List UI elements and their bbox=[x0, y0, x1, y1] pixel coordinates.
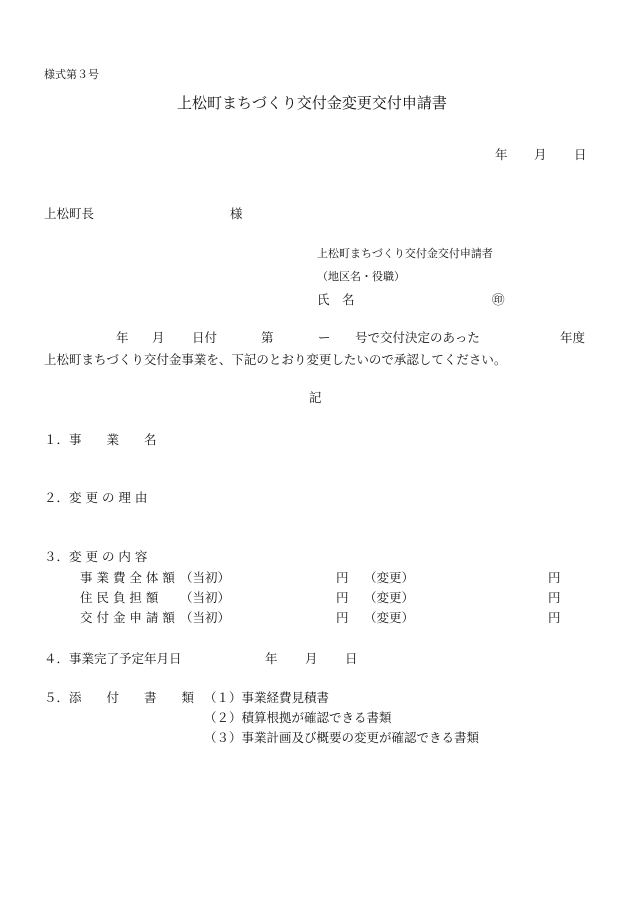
body-dai: 第 bbox=[261, 330, 274, 345]
row-total-changed: （変更） bbox=[364, 570, 415, 585]
row-resident-label: 住 民 負 担 額 bbox=[80, 590, 159, 605]
body-day-attached: 日付 bbox=[192, 330, 218, 345]
row-grant-changed: （変更） bbox=[364, 610, 415, 625]
row-grant-yen-changed: 円 bbox=[548, 610, 561, 625]
applicant-role: 上松町まちづくり交付金交付申請者 bbox=[317, 247, 493, 260]
date-month: 月 bbox=[534, 147, 547, 162]
addressee-honorific: 様 bbox=[230, 206, 243, 221]
completion-day: 日 bbox=[345, 651, 358, 666]
row-grant-label: 交 付 金 申 請 額 bbox=[80, 610, 175, 625]
addressee-name: 上松町長 bbox=[44, 206, 95, 221]
date-day: 日 bbox=[574, 147, 587, 162]
applicant-district: （地区名・役職） bbox=[317, 270, 405, 283]
row-resident-initial: （当初） bbox=[180, 590, 231, 605]
body-dash: ー bbox=[318, 330, 331, 345]
attachment-2: （２）積算根拠が確認できる書類 bbox=[204, 710, 392, 725]
row-grant-yen-initial: 円 bbox=[336, 610, 349, 625]
item-completion-date: ４．事業完了予定年月日 bbox=[44, 651, 182, 666]
row-total-initial: （当初） bbox=[180, 570, 231, 585]
row-grant-initial: （当初） bbox=[180, 610, 231, 625]
item-attachments: ５．添 付 書 類 bbox=[44, 690, 195, 705]
date-year: 年 bbox=[495, 147, 508, 162]
page-title: 上松町まちづくり交付金変更交付申請書 bbox=[177, 94, 447, 112]
form-number: 様式第３号 bbox=[44, 68, 99, 81]
attachment-3: （３）事業計画及び概要の変更が確認できる書類 bbox=[204, 730, 480, 745]
item-change-content: ３．変 更 の 内 容 bbox=[44, 549, 148, 564]
item-project-name: １．事 業 名 bbox=[44, 432, 157, 447]
completion-month: 月 bbox=[305, 651, 318, 666]
row-resident-changed: （変更） bbox=[364, 590, 415, 605]
row-total-yen-changed: 円 bbox=[548, 570, 561, 585]
attachment-1: （１）事業経費見積書 bbox=[204, 690, 330, 705]
row-total-yen-initial: 円 bbox=[336, 570, 349, 585]
body-fiscal-year: 年度 bbox=[560, 330, 586, 345]
applicant-name-label: 氏 名 bbox=[317, 292, 355, 307]
ki-heading: 記 bbox=[309, 390, 322, 405]
row-total-label: 事 業 費 全 体 額 bbox=[80, 570, 175, 585]
row-resident-yen-changed: 円 bbox=[548, 590, 561, 605]
body-year: 年 bbox=[116, 330, 129, 345]
row-resident-yen-initial: 円 bbox=[336, 590, 349, 605]
body-decision: 号で交付決定のあった bbox=[355, 330, 480, 345]
body-line-2: 上松町まちづくり交付金事業を、下記のとおり変更したいので承認してください。 bbox=[44, 352, 507, 367]
item-change-reason: ２．変 更 の 理 由 bbox=[44, 490, 148, 505]
seal-mark: ㊞ bbox=[492, 292, 505, 307]
body-month: 月 bbox=[152, 330, 165, 345]
completion-year: 年 bbox=[265, 651, 278, 666]
